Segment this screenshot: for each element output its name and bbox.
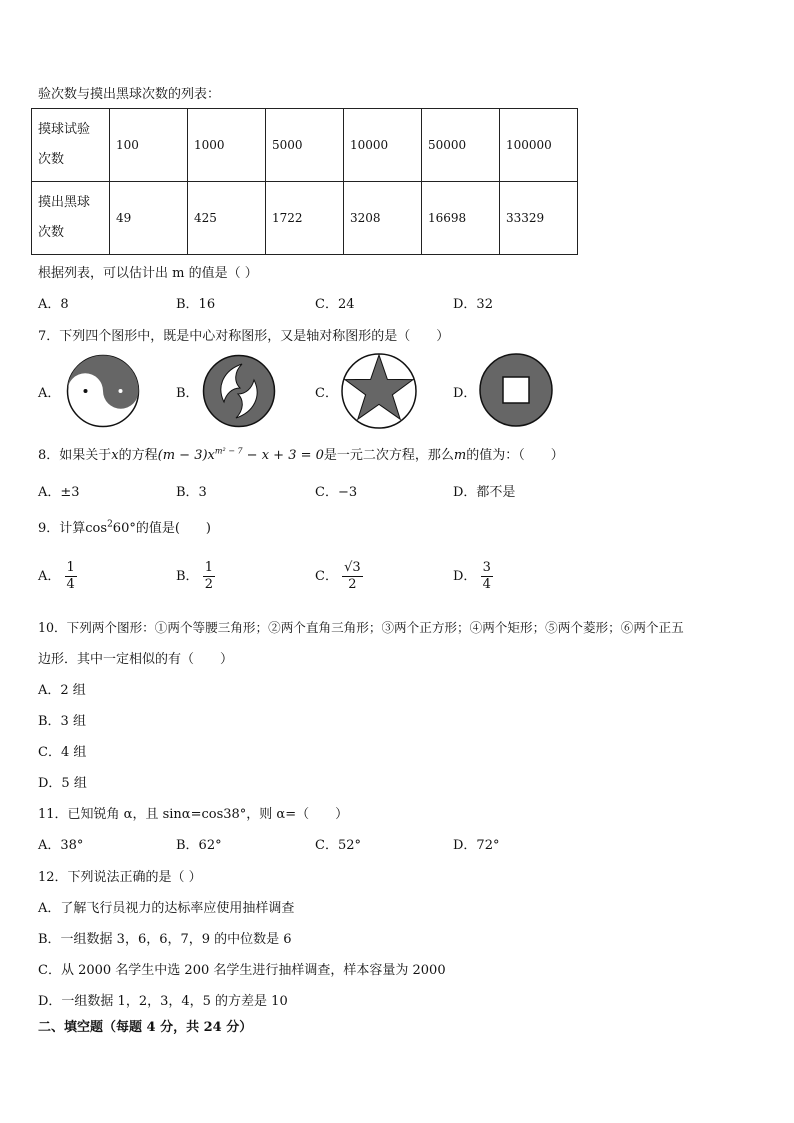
q8-option-d: D．都不是 [453, 485, 516, 500]
table-cell: 1722 [266, 182, 344, 255]
q6-option-b: B．16 [176, 297, 216, 312]
q10-option-a: A．2 组 [38, 683, 86, 698]
table-cell: 10000 [344, 109, 422, 182]
q11-option-d: D．72° [453, 838, 500, 853]
fraction: $\frac{1}{2}$ [204, 560, 213, 592]
q12-option-c: C．从 2000 名学生中选 200 名学生进行抽样调查，样本容量为 2000 [38, 963, 446, 978]
trial-table [31, 108, 578, 255]
q8-stem: 8．如果关于x的方程$(m - 3)x^{m^2 - 7} - x + 3 = 0$是一元二次方程，那么m的值为：（ ） [38, 446, 564, 463]
q12-option-b: B．一组数据 3，6，6，7，9 的中位数是 6 [38, 932, 292, 947]
section-title: 二、填空题（每题 4 分，共 24 分） [38, 1020, 253, 1035]
q12-option-d: D．一组数据 1，2，3，4，5 的方差是 10 [38, 994, 288, 1009]
star-in-circle-icon [340, 352, 418, 430]
q9-option-b: B． $\frac{1}{2}$ [176, 560, 213, 592]
table-cell: 1000 [188, 109, 266, 182]
q9-stem: 9．计算$\cos^260^\circ$的值是( ) [38, 519, 211, 536]
q7-label-c: C． [315, 386, 338, 401]
q10-option-b: B．3 组 [38, 714, 86, 729]
table-cell: 425 [188, 182, 266, 255]
yin-yang-icon [66, 354, 140, 428]
q7-label-d: D． [453, 386, 477, 401]
table-cell: 33329 [500, 182, 578, 255]
table-cell: 50000 [422, 109, 500, 182]
q10-stem-line1: 10．下列两个图形：①两个等腰三角形；②两个直角三角形；③两个正方形；④两个矩形；⑤两个菱形；⑥两个正五 [38, 620, 684, 635]
q10-option-c: C．4 组 [38, 745, 87, 760]
q11-option-a: A．38° [38, 838, 84, 853]
table-row [32, 182, 578, 255]
table-cell: 16698 [422, 182, 500, 255]
q9-option-d: D． $\frac{3}{4}$ [453, 560, 491, 592]
q6-option-a: A．8 [38, 297, 69, 312]
swirl-icon [202, 354, 276, 428]
q6-option-d: D．32 [453, 297, 493, 312]
q7-label-a: A． [38, 386, 61, 401]
q6-question: 根据列表，可以估计出 m 的值是（ ） [38, 266, 258, 281]
q8-equation: $(m - 3)x^{m^2 - 7} - x + 3 = 0$ [157, 446, 324, 463]
q6-option-c: C．24 [315, 297, 355, 312]
table-header-cell: 摸球试验 次数 [32, 109, 110, 182]
q11-option-c: C．52° [315, 838, 361, 853]
q9-option-c: C． $\frac{√3}{2}$ [315, 560, 361, 592]
q8-option-c: C．−3 [315, 485, 358, 500]
q7-label-b: B． [176, 386, 199, 401]
table-cell: 5000 [266, 109, 344, 182]
q6-intro: 验次数与摸出黑球次数的列表： [38, 87, 221, 102]
q7-stem: 7．下列四个图形中，既是中心对称图形，又是轴对称图形的是（ ） [38, 329, 450, 344]
q10-stem-line2: 边形．其中一定相似的有（ ） [38, 652, 234, 667]
q8-option-b: B．3 [176, 485, 207, 500]
table-cell: 3208 [344, 182, 422, 255]
q10-option-d: D．5 组 [38, 776, 87, 791]
fraction: $\frac{1}{4}$ [66, 560, 75, 592]
q8-option-a: A．±3 [38, 485, 80, 500]
q11-option-b: B．62° [176, 838, 222, 853]
fraction: $\frac{3}{4}$ [482, 560, 491, 592]
q12-option-a: A．了解飞行员视力的达标率应使用抽样调查 [38, 901, 295, 916]
fraction: $\frac{√3}{2}$ [344, 560, 361, 592]
table-cell: 49 [110, 182, 188, 255]
q11-stem: 11．已知锐角 α，且 sinα=cos38°，则 α=（ ） [38, 807, 349, 822]
q12-stem: 12．下列说法正确的是（ ） [38, 870, 202, 885]
table-row [32, 109, 578, 182]
table-cell: 100 [110, 109, 188, 182]
table-header-cell: 摸出黑球 次数 [32, 182, 110, 255]
square-in-circle-icon [478, 352, 554, 428]
table-cell: 100000 [500, 109, 578, 182]
q9-option-a: A． $\frac{1}{4}$ [38, 560, 75, 592]
